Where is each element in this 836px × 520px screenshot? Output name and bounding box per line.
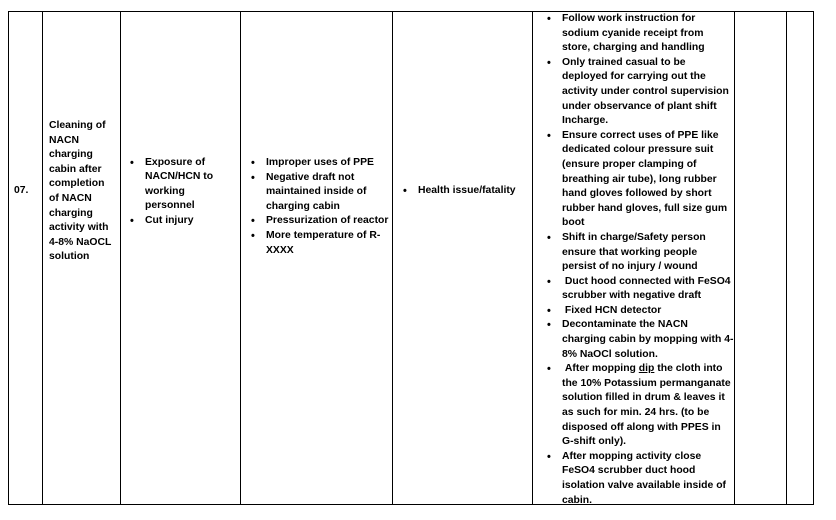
control-text-underlined: dip bbox=[638, 363, 655, 375]
column-divider bbox=[42, 11, 43, 505]
activity-cell bbox=[49, 11, 117, 373]
causes-list bbox=[250, 156, 392, 258]
impact-item: • Health issue/fatality bbox=[402, 184, 530, 199]
activity-text: Cleaning of NACN charging cabin after completion of NACN charging activity with 4-8% NaOCL solution bbox=[49, 120, 112, 263]
column-divider bbox=[120, 11, 121, 505]
controls-list bbox=[546, 12, 734, 508]
control-item bbox=[546, 362, 734, 450]
column-divider bbox=[392, 11, 393, 505]
control-text: the cloth into the 10% Potassium permanganate solution filled in drum & leaves it as such for min. 24 hrs. (to be disposed off along with PPES in G-shift only). bbox=[562, 363, 734, 448]
hazard-item: • Exposure of NACN/HCN to working personnel bbox=[129, 156, 237, 214]
causes-cell bbox=[250, 156, 392, 258]
column-divider bbox=[786, 11, 787, 505]
control-item: • Fixed HCN detector bbox=[546, 304, 734, 319]
control-item: • Shift in charge/Safety person ensure that working people persist of no injury / wound bbox=[546, 231, 734, 275]
control-item: • Follow work instruction for sodium cyanide receipt from store, charging and handling bbox=[546, 12, 734, 56]
hazards-cell bbox=[129, 11, 237, 373]
serial-number: 07. bbox=[14, 185, 29, 196]
column-divider bbox=[734, 11, 735, 505]
cause-item: • More temperature of R-XXXX bbox=[250, 229, 392, 258]
controls-cell bbox=[546, 12, 734, 508]
control-text: After mopping bbox=[562, 363, 639, 375]
column-divider bbox=[240, 11, 241, 505]
cause-item: • Improper uses of PPE bbox=[250, 156, 392, 171]
column-divider bbox=[532, 11, 533, 505]
control-item: • Ensure correct uses of PPE like dedicated colour pressure suit (ensure proper clamping of breathing air tube), long rubber hand gloves followed by short rubber hand gloves, full size gum boot bbox=[546, 129, 734, 231]
control-item: • Only trained casual to be deployed for carrying out the activity under control supervision under observance of plant shift Incharge. bbox=[546, 56, 734, 129]
control-item: • Duct hood connected with FeSO4 scrubber with negative draft bbox=[546, 275, 734, 304]
hazard-item: • Cut injury bbox=[129, 214, 237, 229]
hazards-list bbox=[129, 156, 237, 229]
impact-list bbox=[402, 184, 530, 199]
impact-cell bbox=[402, 184, 530, 199]
cause-item: • Pressurization of reactor bbox=[250, 214, 392, 229]
control-item: • After mopping activity close FeSO4 scrubber duct hood isolation valve available inside of cabin. bbox=[546, 450, 734, 508]
cause-item: • Negative draft not maintained inside of charging cabin bbox=[250, 171, 392, 215]
control-item: • Decontaminate the NACN charging cabin by mopping with 4-8% NaOCl solution. bbox=[546, 318, 734, 362]
